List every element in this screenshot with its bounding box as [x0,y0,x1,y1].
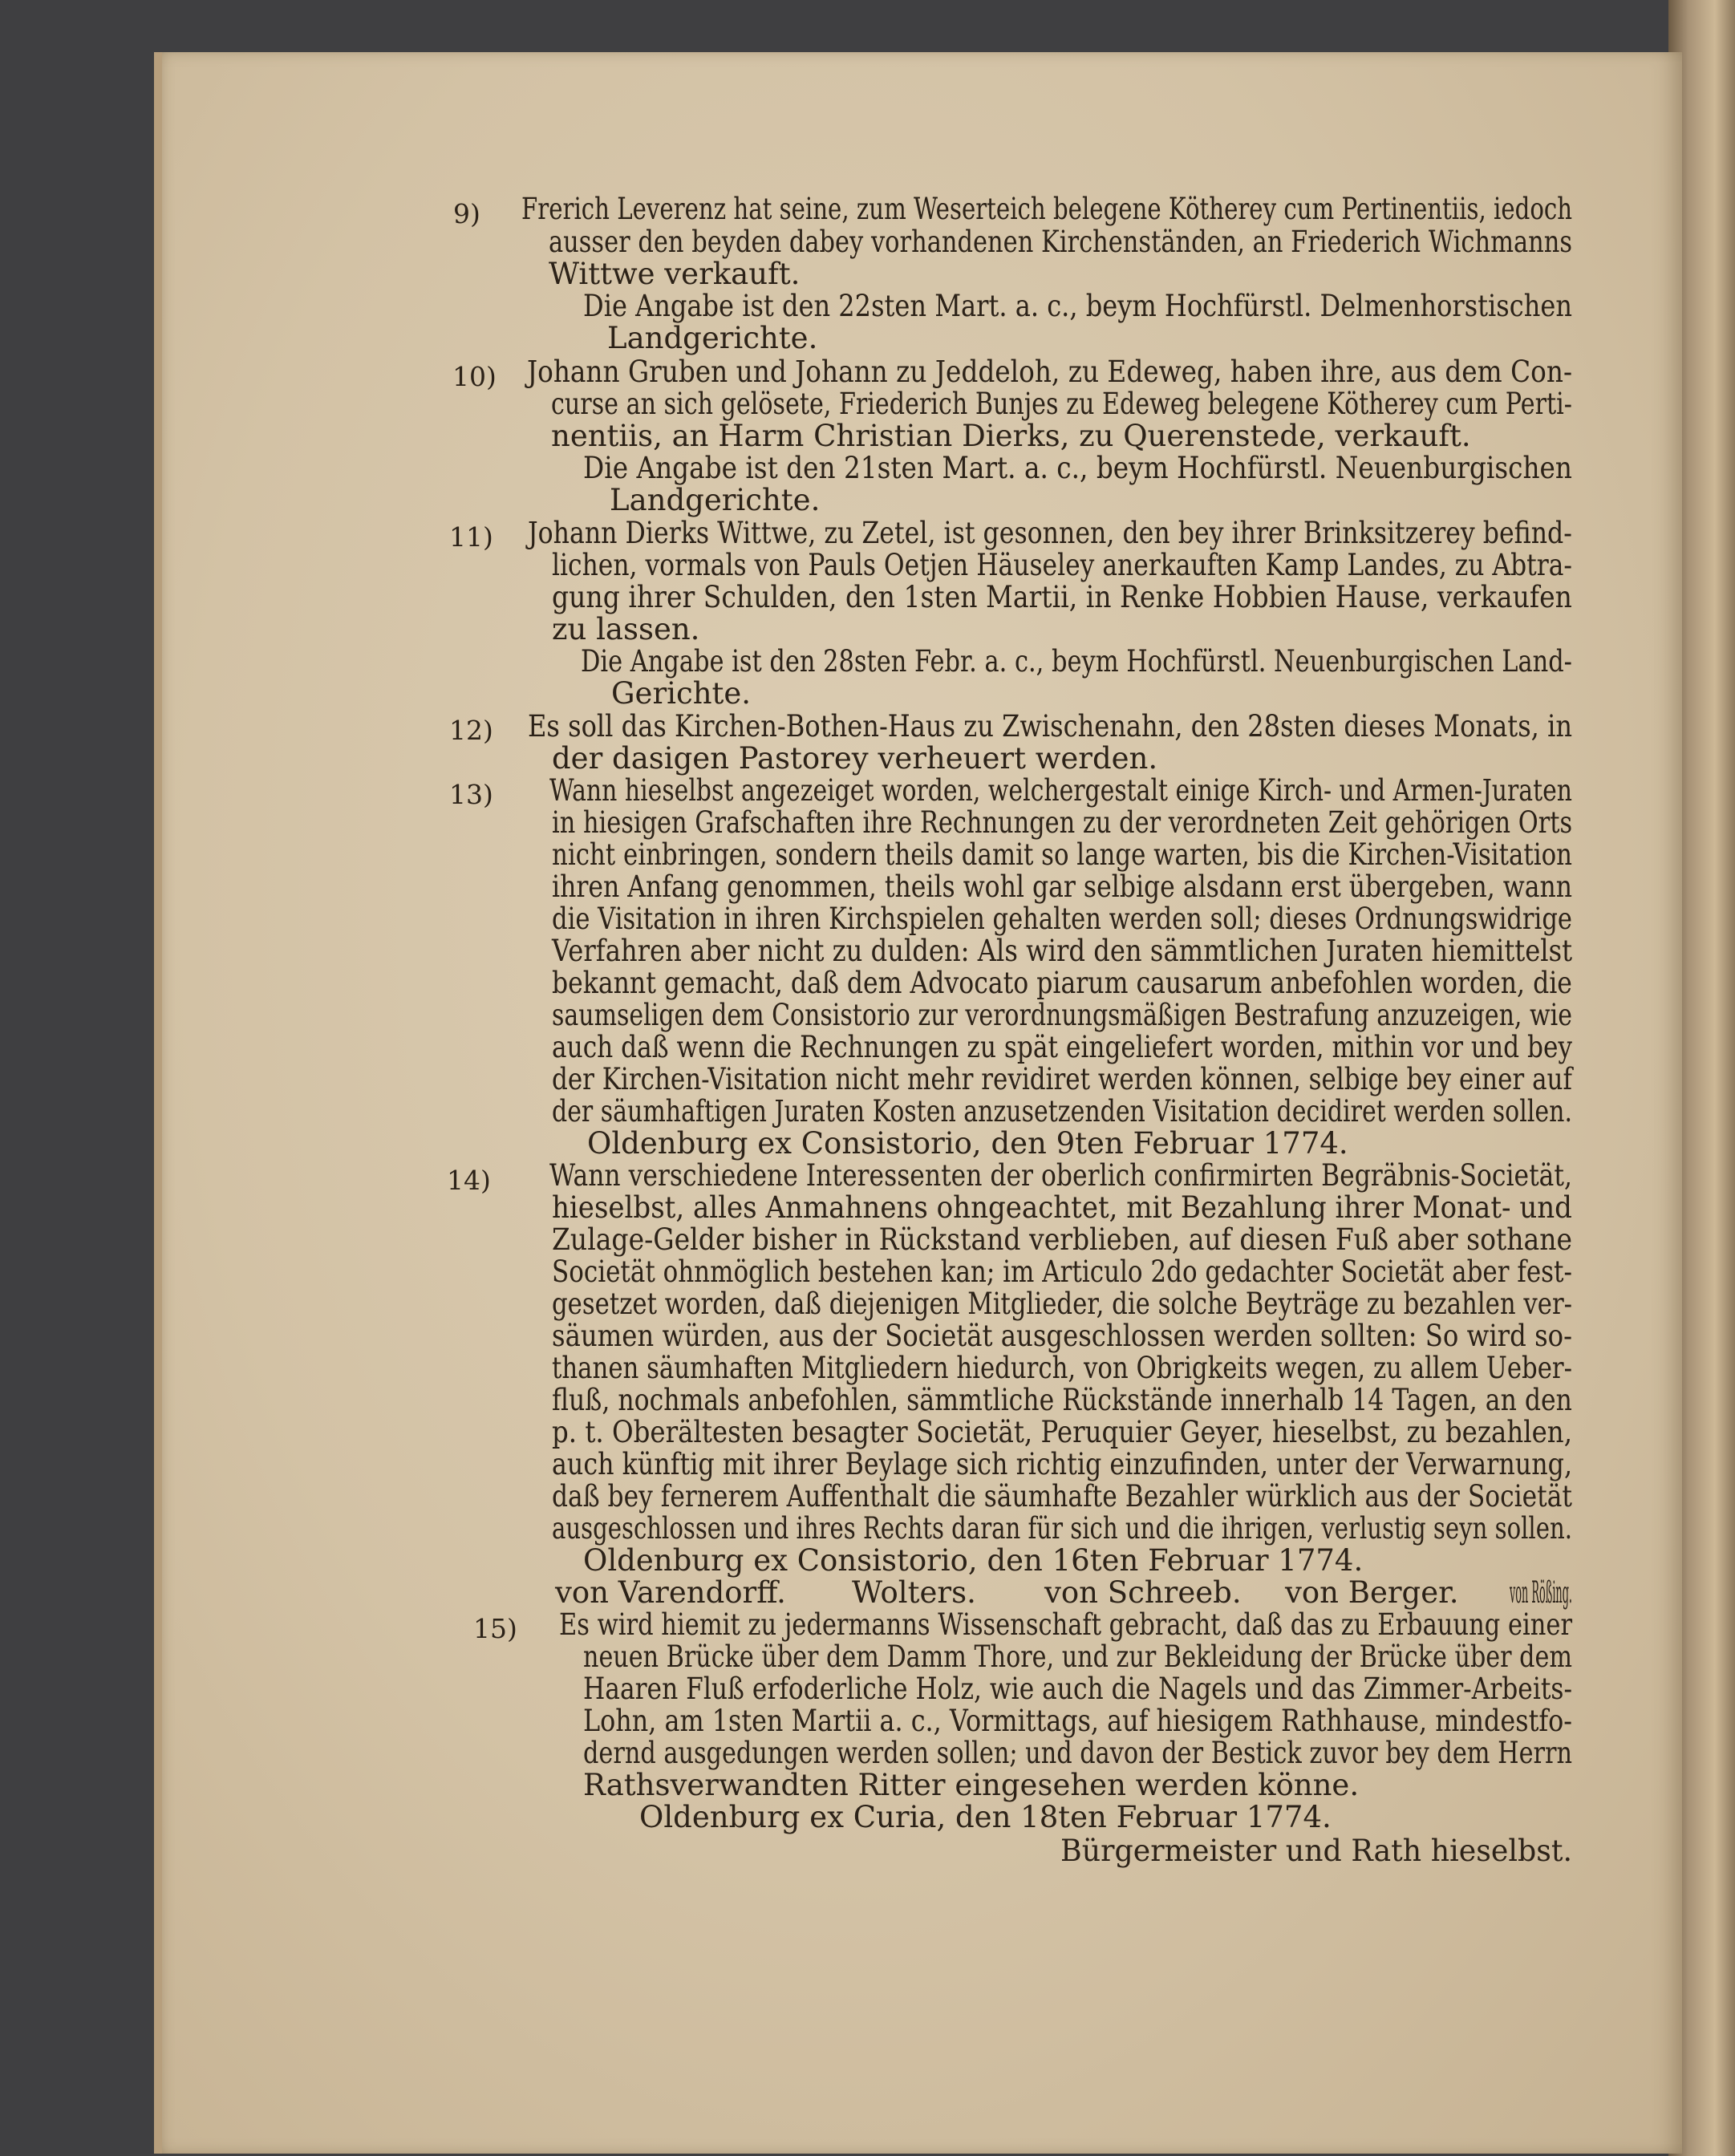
notice-line: Die Angabe ist den 21sten Mart. a. c., beym Hochfürstl. Neuenburgischen [583,451,1572,485]
text-line: Societät ohnmöglich bestehen kan; im Articulo 2do gedachter Societät aber fest- [552,1254,1572,1289]
text-line: Haaren Fluß erfoderliche Holz, wie auch die Nagels und das Zimmer-Arbeits- [583,1672,1573,1706]
text-line: in hiesigen Grafschaften ihre Rechnungen zu der verordneten Zeit gehörigen Orts [552,805,1573,840]
entry-number: 15) [473,1613,517,1644]
text-line: nentiis, an Harm Christian Dierks, zu Querenstede, verkauft. [551,419,1471,453]
text-line: thanen säumhaften Mitgliedern hiedurch, von Obrigkeits wegen, zu allem Ueber- [552,1351,1573,1385]
signatory: Wolters. [852,1575,976,1610]
entry-number: 14) [447,1165,491,1196]
entry-number: 13) [449,779,493,810]
text-line: Johann Gruben und Johann zu Jeddeloh, zu Edeweg, haben ihre, aus dem Con- [527,355,1573,389]
notice-line: Landgerichte. [607,321,818,355]
text-line: neuen Brücke über dem Damm Thore, und zur Bekleidung der Brücke über dem [583,1639,1572,1674]
page-edge [154,52,162,2154]
text-line: ausser den beyden dabey vorhandenen Kirchenständen, an Friederich Wichmanns [549,225,1573,259]
signature: Bürgermeister und Rath hieselbst. [1060,1834,1573,1868]
text-line: säumen würden, aus der Societät ausgeschlossen werden sollten: So wird so- [552,1319,1573,1353]
text-line: curse an sich gelösete, Friederich Bunjes zu Edeweg belegene Kötherey cum Perti- [551,387,1572,421]
notice-line: Die Angabe ist den 22sten Mart. a. c., beym Hochfürstl. Delmenhorstischen [583,289,1572,323]
text-line: Verfahren aber nicht zu dulden: Als wird den sämmtlichen Juraten hiemittelst [552,934,1573,968]
text-line: Wann verschiedene Interessenten der oberlich confirmirten Begräbnis-Societät, [549,1158,1572,1193]
text-line: daß bey fernerem Auffenthalt die säumhafte Bezahler würklich aus der Societät [552,1479,1572,1514]
text-line: ihren Anfang genommen, theils wohl gar selbige alsdann erst übergeben, wann [552,869,1573,904]
text-line: Lohn, am 1sten Martii a. c., Vormittags, auf hiesigem Rathhause, mindestfo- [583,1704,1573,1738]
signatory: von Schreeb. [1044,1575,1242,1610]
text-line: die Visitation in ihren Kirchspielen gehalten werden soll; dieses Ordnungswidrige [552,902,1572,936]
text-line: Frerich Leverenz hat seine, zum Weserteich belegene Kötherey cum Pertinentiis, iedoch [521,192,1573,226]
entry-number: 10) [452,361,497,392]
text-line: gung ihrer Schulden, den 1sten Martii, in Renke Hobbien Hause, verkaufen [552,580,1572,614]
page-sheet [154,52,1682,2154]
notice-line: Landgerichte. [610,483,821,517]
entry-number: 11) [449,521,493,553]
notice-line: Gerichte. [611,676,752,711]
text-line: saumseligen dem Consistorio zur verordnungsmäßigen Bestrafung anzuzeigen, wie [552,998,1573,1032]
text-line: Es wird hiemit zu jedermanns Wissenschaft gebracht, daß das zu Erbauung einer [559,1607,1573,1642]
signatory: von Varendorff. [555,1575,786,1610]
text-line: auch künftig mit ihrer Beylage sich richtig einzufinden, unter der Verwarnung, [552,1447,1573,1481]
text-line: p. t. Oberältesten besagter Societät, Peruquier Geyer, hieselbst, zu bezahlen, [552,1415,1573,1449]
signatory: von Rößing. [1510,1575,1573,1610]
text-line: Wann hieselbst angezeiget worden, welchergestalt einige Kirch- und Armen-Juraten [549,773,1573,808]
text-line: fluß, nochmals anbefohlen, sämmtliche Rückstände innerhalb 14 Tagen, an den [552,1383,1572,1417]
text-line: dernd ausgedungen werden sollen; und davon der Bestick zuvor bey dem Herrn [583,1736,1573,1770]
entry-number: 12) [449,715,493,746]
signatory: von Berger. [1285,1575,1459,1610]
text-line: der säumhaftigen Juraten Kosten anzusetzenden Visitation decidiret werden sollen. [552,1094,1572,1129]
text-line: Johann Dierks Wittwe, zu Zetel, ist gesonnen, den bey ihrer Brinksitzerey befind- [528,516,1572,550]
entry-number: 9) [453,198,480,229]
text-line: auch daß wenn die Rechnungen zu spät eingeliefert worden, mithin vor und bey [552,1030,1573,1064]
text-line: lichen, vormals von Pauls Oetjen Häuseley anerkauften Kamp Landes, zu Abtra- [552,548,1573,582]
notice-line: Die Angabe ist den 28sten Febr. a. c., beym Hochfürstl. Neuenburgischen Land- [581,644,1572,679]
text-line: gesetzet worden, daß diejenigen Mitglieder, die solche Beyträge zu bezahlen ver- [552,1287,1573,1321]
text-line: Zulage-Gelder bisher in Rückstand verblieben, auf diesen Fuß aber sothane [552,1222,1572,1257]
text-line: Es soll das Kirchen-Bothen-Haus zu Zwischenahn, den 28sten dieses Monats, in [528,709,1573,744]
text-line: der dasigen Pastorey verheuert werden. [552,741,1158,776]
dateline: Oldenburg ex Consistorio, den 16ten Februar 1774. [583,1543,1364,1578]
text-line: Rathsverwandten Ritter eingesehen werden könne. [583,1768,1360,1802]
dateline: Oldenburg ex Consistorio, den 9ten Februar 1774. [587,1126,1348,1161]
text-line: Wittwe verkauft. [549,257,801,291]
text-line: bekannt gemacht, daß dem Advocato piarum causarum anbefohlen worden, die [552,966,1572,1000]
text-line: zu lassen. [552,612,700,646]
text-line: nicht einbringen, sondern theils damit so lange warten, bis die Kirchen-Visitation [552,837,1573,872]
text-line: hieselbst, alles Anmahnens ohngeachtet, mit Bezahlung ihrer Monat- und [552,1190,1572,1225]
text-line: der Kirchen-Visitation nicht mehr revidiret werden können, selbige bey einer auf [552,1062,1572,1096]
text-line: ausgeschlossen und ihres Rechts daran für sich und die ihrigen, verlustig seyn sollen. [552,1511,1573,1546]
dateline: Oldenburg ex Curia, den 18ten Februar 1774. [639,1800,1332,1834]
